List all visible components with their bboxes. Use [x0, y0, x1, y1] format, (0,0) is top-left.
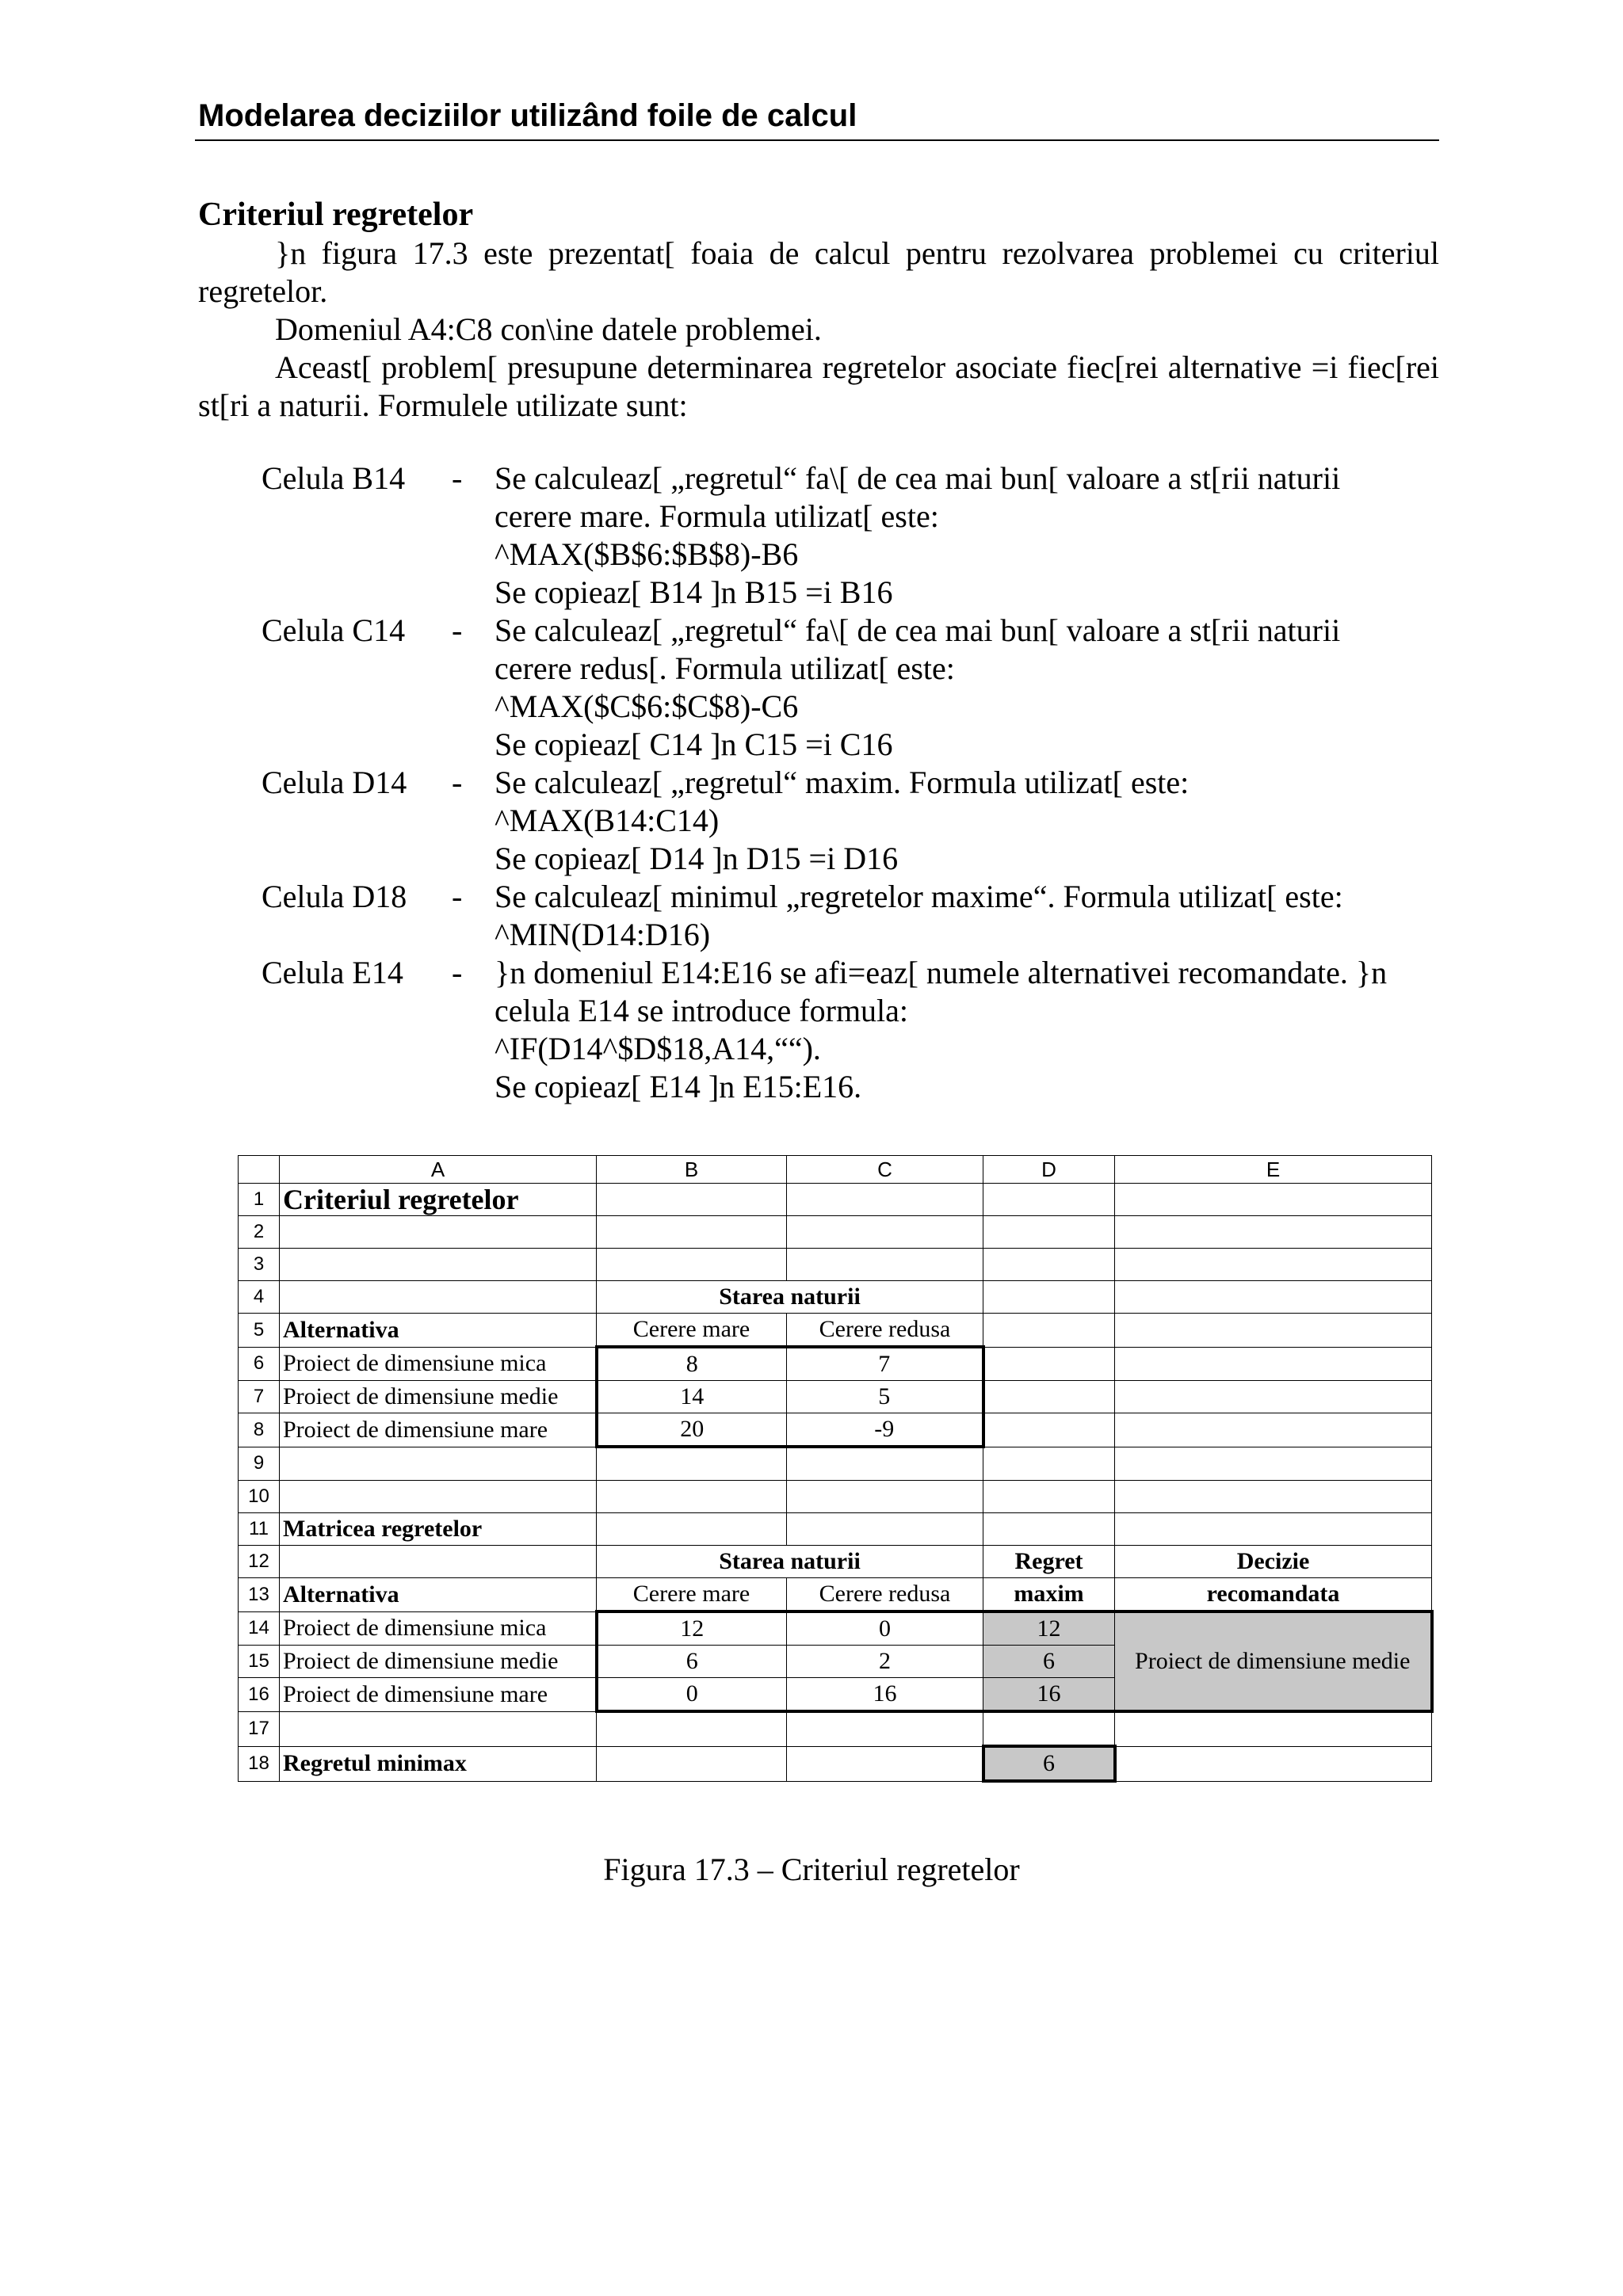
cell — [280, 1711, 597, 1746]
alternative-label: Proiect de dimensiune medie — [280, 1381, 597, 1413]
column-header-c: C — [787, 1156, 983, 1184]
cell — [787, 1711, 983, 1746]
cerere-mare-header: Cerere mare — [597, 1314, 787, 1348]
cell — [983, 1249, 1115, 1281]
column-header-a: A — [280, 1156, 597, 1184]
figure-caption: Figura 17.3 – Criteriul regretelor — [603, 1852, 1020, 1887]
cell — [787, 1746, 983, 1781]
table-row — [239, 1447, 1432, 1481]
row-number: 10 — [239, 1481, 280, 1513]
formula-item-d14 — [262, 764, 1442, 878]
row-number: 11 — [239, 1513, 280, 1546]
cell — [597, 1481, 787, 1513]
formula-cell-label: Celula C14 — [262, 612, 406, 648]
row-number: 12 — [239, 1546, 280, 1578]
table-row — [239, 1578, 1432, 1612]
cell — [280, 1281, 597, 1314]
cell — [787, 1481, 983, 1513]
paragraph-domain: Domeniul A4:C8 con\ine datele problemei. — [275, 311, 822, 347]
table-row — [239, 1249, 1432, 1281]
cell — [280, 1249, 597, 1281]
table-row — [239, 1746, 1432, 1781]
row-number: 8 — [239, 1413, 280, 1447]
formula-line: ^MAX($C$6:$C$8)-C6 — [495, 688, 799, 724]
paragraph-formulas-intro: Aceast[ problem[ presupune determinarea regretelor asociate fiec[rei alternative =i fiec[rei st[ri a naturii. Formulele utilizate sunt: — [198, 349, 1439, 423]
regret-value: 2 — [787, 1646, 983, 1678]
cell — [787, 1184, 983, 1216]
data-value: 5 — [787, 1381, 983, 1413]
cell — [1115, 1314, 1432, 1348]
formula-line: ^MAX(B14:C14) — [495, 803, 720, 838]
table-row — [239, 1347, 1432, 1381]
matrix-title-cell: Matricea regretelor — [280, 1513, 597, 1546]
cell — [280, 1481, 597, 1513]
formula-item-e14 — [262, 954, 1442, 1106]
formula-line: cerere mare. Formula utilizat[ este: — [495, 498, 939, 534]
regret-value: 0 — [787, 1611, 983, 1646]
column-header-row — [239, 1156, 1432, 1184]
cell — [1115, 1249, 1432, 1281]
cell — [1115, 1513, 1432, 1546]
cerere-redusa-header: Cerere redusa — [787, 1578, 983, 1612]
column-header-b: B — [597, 1156, 787, 1184]
alternative-label: Proiect de dimensiune mica — [280, 1347, 597, 1381]
section-heading: Criteriul regretelor — [198, 196, 474, 233]
cerere-mare-header: Cerere mare — [597, 1578, 787, 1612]
starea-naturii-header: Starea naturii — [597, 1546, 983, 1578]
cell — [983, 1481, 1115, 1513]
starea-naturii-header: Starea naturii — [597, 1281, 983, 1314]
row-number: 2 — [239, 1216, 280, 1249]
table-row — [239, 1711, 1432, 1746]
table-row — [239, 1513, 1432, 1546]
table-row — [239, 1184, 1432, 1216]
formula-line: Se calculeaz[ „regretul“ fa\[ de cea mai bun[ valoare a st[rii naturii — [495, 460, 1341, 496]
row-number: 1 — [239, 1184, 280, 1216]
corner-cell — [239, 1156, 280, 1184]
formula-cell-label: Celula D18 — [262, 879, 407, 914]
table-row — [239, 1481, 1432, 1513]
data-value: 20 — [597, 1413, 787, 1447]
cell — [787, 1513, 983, 1546]
cell — [280, 1447, 597, 1481]
formula-line: Se copieaz[ C14 ]n C15 =i C16 — [495, 727, 893, 762]
cell — [983, 1447, 1115, 1481]
cell — [597, 1249, 787, 1281]
formula-line: ^MAX($B$6:$B$8)-B6 — [495, 536, 799, 572]
cell — [983, 1347, 1115, 1381]
formula-dash: - — [452, 955, 463, 990]
formula-item-c14 — [262, 612, 1442, 764]
cell — [1115, 1347, 1432, 1381]
table-row — [239, 1381, 1432, 1413]
regret-value: 6 — [597, 1646, 787, 1678]
formula-cell-label: Celula E14 — [262, 955, 403, 990]
row-number: 18 — [239, 1746, 280, 1781]
cell — [983, 1281, 1115, 1314]
cell — [1115, 1481, 1432, 1513]
cell — [787, 1249, 983, 1281]
cell — [787, 1216, 983, 1249]
formula-line: Se calculeaz[ minimul „regretelor maxime“. Formula utilizat[ este: — [495, 879, 1343, 914]
table-row — [239, 1281, 1432, 1314]
column-header-e: E — [1115, 1156, 1432, 1184]
cell — [983, 1184, 1115, 1216]
formula-description — [495, 460, 1418, 612]
spreadsheet-figure — [238, 1155, 1434, 1783]
table-row — [239, 1216, 1432, 1249]
alternativa-header: Alternativa — [280, 1314, 597, 1348]
decizie-header: Decizie — [1115, 1546, 1432, 1578]
cell — [983, 1314, 1115, 1348]
cell — [597, 1216, 787, 1249]
table-row — [239, 1314, 1432, 1348]
formula-cell-label: Celula B14 — [262, 460, 406, 496]
cell — [597, 1746, 787, 1781]
minimax-value: 6 — [983, 1746, 1115, 1781]
formula-line: Se copieaz[ B14 ]n B15 =i B16 — [495, 574, 893, 610]
recomandata-header: recomandata — [1115, 1578, 1432, 1612]
formula-item-b14 — [262, 460, 1442, 612]
cell — [983, 1216, 1115, 1249]
row-number: 9 — [239, 1447, 280, 1481]
formula-description — [495, 612, 1418, 764]
cell — [983, 1381, 1115, 1413]
cell — [280, 1546, 597, 1578]
table-row — [239, 1546, 1432, 1578]
formula-dash: - — [452, 460, 463, 496]
maxim-header: maxim — [983, 1578, 1115, 1612]
row-number: 14 — [239, 1611, 280, 1646]
max-regret-value: 12 — [983, 1611, 1115, 1646]
row-number: 7 — [239, 1381, 280, 1413]
row-number: 15 — [239, 1646, 280, 1678]
formula-line: Se calculeaz[ „regretul“ fa\[ de cea mai bun[ valoare a st[rii naturii — [495, 612, 1341, 648]
page-header-title: Modelarea deciziilor utilizând foile de calcul — [198, 98, 857, 133]
data-value: -9 — [787, 1413, 983, 1447]
regret-value: 16 — [787, 1678, 983, 1712]
formula-line: Se copieaz[ E14 ]n E15:E16. — [495, 1069, 862, 1104]
formula-line: cerere redus[. Formula utilizat[ este: — [495, 650, 955, 686]
max-regret-value: 16 — [983, 1678, 1115, 1712]
cell — [597, 1447, 787, 1481]
header-rule — [195, 139, 1439, 141]
regret-header: Regret — [983, 1546, 1115, 1578]
formula-line: celula E14 se introduce formula: — [495, 993, 909, 1028]
row-number: 16 — [239, 1678, 280, 1712]
cerere-redusa-header: Cerere redusa — [787, 1314, 983, 1348]
formula-cell-label: Celula D14 — [262, 765, 407, 800]
cell — [983, 1413, 1115, 1447]
formula-line: Se calculeaz[ „regretul“ maxim. Formula utilizat[ este: — [495, 765, 1190, 800]
cell — [1115, 1281, 1432, 1314]
data-value: 8 — [597, 1347, 787, 1381]
alternative-label: Proiect de dimensiune medie — [280, 1646, 597, 1678]
table-row — [239, 1611, 1432, 1646]
cell — [1115, 1184, 1432, 1216]
sheet-title-cell: Criteriul regretelor — [280, 1184, 597, 1216]
row-number: 3 — [239, 1249, 280, 1281]
formula-dash: - — [452, 879, 463, 914]
cell — [983, 1711, 1115, 1746]
alternativa-header: Alternativa — [280, 1578, 597, 1612]
formula-line: }n domeniul E14:E16 se afi=eaz[ numele alternativei recomandate. }n — [495, 955, 1388, 990]
cell — [597, 1513, 787, 1546]
cell — [280, 1216, 597, 1249]
cell — [597, 1711, 787, 1746]
formula-item-d18 — [262, 878, 1442, 954]
formula-description — [495, 764, 1418, 878]
table-row — [239, 1413, 1432, 1447]
cell — [983, 1513, 1115, 1546]
formula-description — [495, 954, 1418, 1106]
cell — [1115, 1216, 1432, 1249]
alternative-label: Proiect de dimensiune mare — [280, 1678, 597, 1712]
row-number: 13 — [239, 1578, 280, 1612]
regret-value: 12 — [597, 1611, 787, 1646]
cell — [1115, 1413, 1432, 1447]
alternative-label: Proiect de dimensiune mare — [280, 1413, 597, 1447]
decision-cell: Proiect de dimensiune medie — [1115, 1611, 1432, 1711]
cell — [1115, 1447, 1432, 1481]
data-value: 7 — [787, 1347, 983, 1381]
paragraph-intro: }n figura 17.3 este prezentat[ foaia de calcul pentru rezolvarea problemei cu criteriul regretelor. — [198, 235, 1439, 309]
row-number: 6 — [239, 1347, 280, 1381]
row-number: 17 — [239, 1711, 280, 1746]
cell — [1115, 1746, 1432, 1781]
alternative-label: Proiect de dimensiune mica — [280, 1611, 597, 1646]
row-number: 5 — [239, 1314, 280, 1348]
formula-line: Se copieaz[ D14 ]n D15 =i D16 — [495, 841, 899, 876]
regret-value: 0 — [597, 1678, 787, 1712]
max-regret-value: 6 — [983, 1646, 1115, 1678]
formula-line: ^MIN(D14:D16) — [495, 917, 711, 952]
column-header-d: D — [983, 1156, 1115, 1184]
formula-list — [262, 460, 1442, 1106]
minimax-label: Regretul minimax — [280, 1746, 597, 1781]
formula-dash: - — [452, 765, 463, 800]
formula-line: ^IF(D14^$D$18,A14,““). — [495, 1031, 821, 1066]
cell — [1115, 1381, 1432, 1413]
formula-dash: - — [452, 612, 463, 648]
row-number: 4 — [239, 1281, 280, 1314]
data-value: 14 — [597, 1381, 787, 1413]
cell — [1115, 1711, 1432, 1746]
cell — [597, 1184, 787, 1216]
cell — [787, 1447, 983, 1481]
formula-description — [495, 878, 1418, 954]
